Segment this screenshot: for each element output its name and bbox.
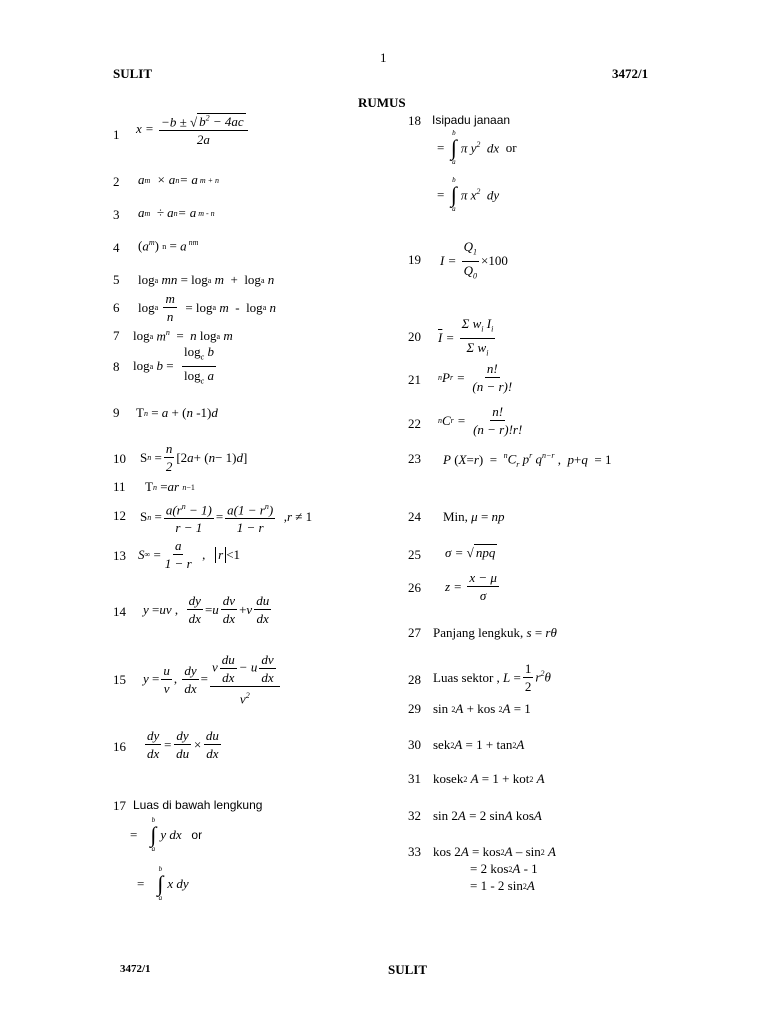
formula-number: 12 bbox=[113, 508, 126, 523]
formula-14: y = uv , $\frac{dy}{dx}$ = u $\frac{dv}{dx}$ + v $\frac{du}{dx}$ bbox=[143, 593, 270, 626]
formula-number: 31 bbox=[408, 771, 421, 786]
formula-number: 6 bbox=[113, 300, 120, 315]
formula-15: y = $\frac{u}{v}$ , $\frac{dy}{dx}$ = v $\frac{du}{dx}$ − u $\frac{dv}{dx}$ $v^2$ bbox=[143, 651, 282, 707]
formula-27: Panjang lengkuk, s = rθ bbox=[433, 625, 557, 640]
formula-17-label: Luas di bawah lengkung bbox=[133, 798, 263, 812]
formula-number: 23 bbox=[408, 451, 421, 466]
formula-9: T n = a + ( n -1) d bbox=[136, 405, 218, 420]
footer-center: SULIT bbox=[388, 962, 428, 977]
header-right: 3472/1 bbox=[612, 66, 649, 81]
formula-2: a m × a n = a m + n bbox=[138, 172, 220, 187]
formula-25: σ = √ npq bbox=[445, 544, 496, 560]
formula-33c: = 1 - 2 sin 2 A bbox=[470, 878, 535, 893]
formula-number: 11 bbox=[113, 479, 126, 494]
formula-32: sin 2 A = 2 sin A kos A bbox=[433, 808, 542, 823]
formula-33a: kos 2 A = kos 2 A – sin 2 A bbox=[433, 844, 556, 859]
formula-17a: = b ∫ a y dx or bbox=[130, 816, 203, 853]
formula-18b: = b ∫ a π $x^2$ dy bbox=[437, 176, 500, 213]
formula-30: sek 2 A = 1 + tan 2 A bbox=[433, 737, 525, 752]
formula-number: 5 bbox=[113, 272, 120, 287]
page-title: RUMUS bbox=[358, 95, 406, 110]
formula-number: 20 bbox=[408, 329, 421, 344]
formula-11: T n = ar n−1 bbox=[145, 479, 195, 494]
formula-number: 15 bbox=[113, 672, 126, 687]
formula-12: S n = $\frac{a(r^n - 1)}{r - 1}$ = $\frac{a(1 - r^n)}{1 - r}$ , r ≠ 1 bbox=[140, 498, 312, 536]
formula-number: 2 bbox=[113, 174, 120, 189]
formula-22: n C r = $\frac{n!}{(n - r)!r!}$ bbox=[438, 404, 523, 437]
formula-28: Luas sektor , L = $\frac{1}{2}$ $r^2\theta$ bbox=[433, 661, 551, 694]
formula-3: a m ÷ a n = a m - n bbox=[138, 205, 215, 220]
formula-number: 32 bbox=[408, 808, 421, 823]
formula-number: 8 bbox=[113, 359, 120, 374]
formula-number: 28 bbox=[408, 672, 421, 687]
formula-16: $\frac{dy}{dx}$ = $\frac{dy}{du}$ × $\frac{du}{dx}$ bbox=[147, 728, 219, 761]
formula-number: 10 bbox=[113, 451, 126, 466]
formula-4: ( $a^m$ ) n = a $^{nm}$ bbox=[138, 238, 199, 254]
formula-number: 25 bbox=[408, 547, 421, 562]
formula-26: z = $\frac{x - \mu}{\sigma}$ bbox=[445, 570, 497, 603]
formula-number: 4 bbox=[113, 240, 120, 255]
formula-number: 9 bbox=[113, 405, 120, 420]
formula-number: 21 bbox=[408, 372, 421, 387]
formula-8: log a b = $\frac{\log_c b}{\log_c a}$ bbox=[133, 344, 214, 386]
page-number: 1 bbox=[380, 50, 387, 65]
formula-number: 19 bbox=[408, 252, 421, 267]
formula-10: S n = $\frac{n}{2}$ [2 a + ( n − 1) d ] bbox=[140, 441, 248, 474]
formula-number: 16 bbox=[113, 739, 126, 754]
formula-number: 33 bbox=[408, 844, 421, 859]
formula-number: 3 bbox=[113, 207, 120, 222]
formula-31: kosek 2 A = 1 + kot 2 A bbox=[433, 771, 545, 786]
formula-number: 27 bbox=[408, 625, 421, 640]
formula-number: 7 bbox=[113, 328, 120, 343]
formula-number: 18 bbox=[408, 113, 421, 128]
formula-19: I = $\frac{Q_1}{Q_0}$ ×100 bbox=[440, 239, 508, 281]
formula-number: 13 bbox=[113, 548, 126, 563]
formula-number: 14 bbox=[113, 604, 126, 619]
formula-number: 26 bbox=[408, 580, 421, 595]
formula-5: log a mn = log a m + log a n bbox=[138, 272, 275, 287]
formula-23: P ( X = r ) = $^nC_r$ $p^r$ $q^{n-r}$ , p + q = 1 bbox=[443, 451, 612, 469]
formula-33b: = 2 kos 2 A - 1 bbox=[470, 861, 538, 876]
formula-20: $\overline{I}$ = $\frac{\Sigma w_i I_i}{\Sigma w_i}$ bbox=[438, 316, 494, 358]
formula-21: n P r = $\frac{n!}{(n - r)!}$ bbox=[438, 361, 513, 394]
formula-1: x = $\frac{-b \pm √ b^2 - 4ac}{2a}$ bbox=[136, 110, 250, 148]
formula-29: sin 2 A + kos 2 A = 1 bbox=[433, 701, 531, 716]
formula-18a: = b ∫ a π $y^2$ dx or bbox=[437, 129, 517, 166]
formula-number: 22 bbox=[408, 416, 421, 431]
formula-7: log a $m^n$ = n log a m bbox=[133, 328, 233, 344]
formula-number: 24 bbox=[408, 509, 421, 524]
footer-left: 3472/1 bbox=[120, 963, 151, 975]
formula-24: Min, μ = np bbox=[443, 509, 505, 524]
formula-number: 1 bbox=[113, 127, 120, 142]
formula-number: 29 bbox=[408, 701, 421, 716]
formula-number: 17 bbox=[113, 798, 126, 813]
header-left: SULIT bbox=[113, 66, 153, 81]
formula-number: 30 bbox=[408, 737, 421, 752]
formula-17b: = b ∫ a x dy bbox=[137, 865, 189, 902]
formula-18-label: Isipadu janaan bbox=[432, 113, 511, 127]
formula-6: log a $\frac{m}{n}$ = log a m - log a n bbox=[138, 291, 276, 324]
formula-13: S ∞ = $\frac{a}{1 - r}$ , r <1 bbox=[138, 538, 241, 571]
